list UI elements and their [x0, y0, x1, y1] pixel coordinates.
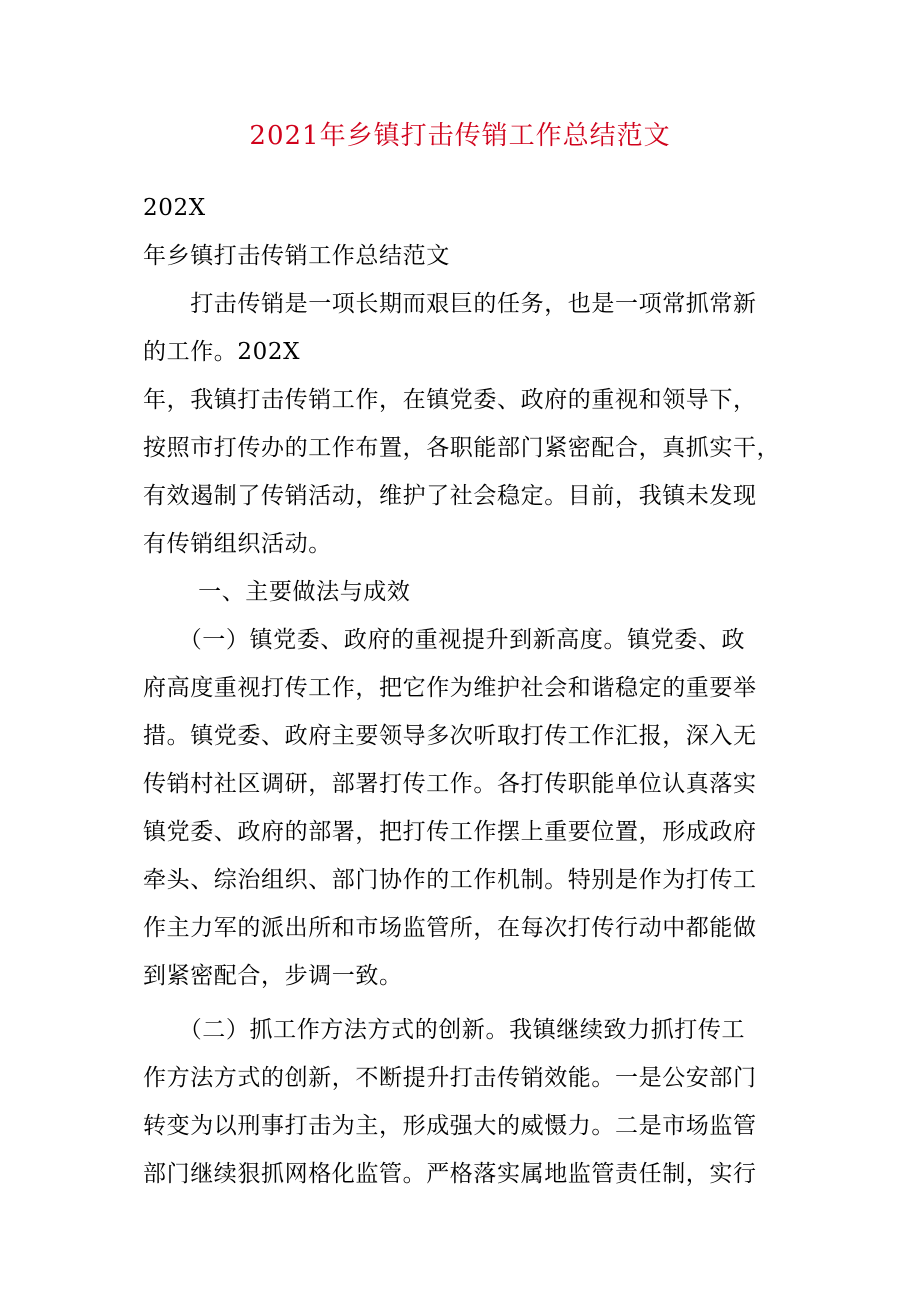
text-line: 202X — [143, 195, 206, 221]
text-line: 措。镇党委、政府主要领导多次听取打传工作汇报，深入无 — [143, 723, 757, 749]
text-line: （一）镇党委、政府的重视提升到新高度。镇党委、政 — [143, 627, 746, 653]
text-line: 牵头、综治组织、部门协作的工作机制。特别是作为打传工 — [143, 867, 757, 893]
section-heading: 一、主要做法与成效 — [143, 579, 411, 605]
text-line: 有传销组织活动。 — [143, 531, 332, 557]
text-line: 府高度重视打传工作，把它作为维护社会和谐稳定的重要举 — [143, 675, 757, 701]
text-line: 年乡镇打击传销工作总结范文 — [143, 243, 450, 269]
text-line: 转变为以刑事打击为主，形成强大的威慑力。二是市场监管 — [143, 1113, 757, 1139]
document-title: 2021年乡镇打击传销工作总结范文 — [249, 121, 671, 151]
text-line: 按照市打传办的工作布置，各职能部门紧密配合，真抓实干， — [143, 435, 781, 461]
text-line: 传销村社区调研，部署打传工作。各打传职能单位认真落实 — [143, 771, 757, 797]
text-line: 年，我镇打击传销工作，在镇党委、政府的重视和领导下， — [143, 387, 757, 413]
text-line: （二）抓工作方法方式的创新。我镇继续致力抓打传工 — [143, 1017, 746, 1043]
text-line: 到紧密配合，步调一致。 — [143, 963, 403, 989]
text-line: 的工作。202X — [143, 339, 301, 365]
text-line: 作方法方式的创新，不断提升打击传销效能。一是公安部门 — [143, 1065, 757, 1091]
text-line: 有效遏制了传销活动，维护了社会稳定。目前，我镇未发现 — [143, 483, 757, 509]
text-line: 打击传销是一项长期而艰巨的任务，也是一项常抓常新 — [143, 291, 757, 317]
text-line: 部门继续狠抓网格化监管。严格落实属地监管责任制，实行 — [143, 1161, 757, 1187]
text-line: 作主力军的派出所和市场监管所，在每次打传行动中都能做 — [143, 915, 757, 941]
text-line: 镇党委、政府的部署，把打传工作摆上重要位置，形成政府 — [143, 819, 757, 845]
